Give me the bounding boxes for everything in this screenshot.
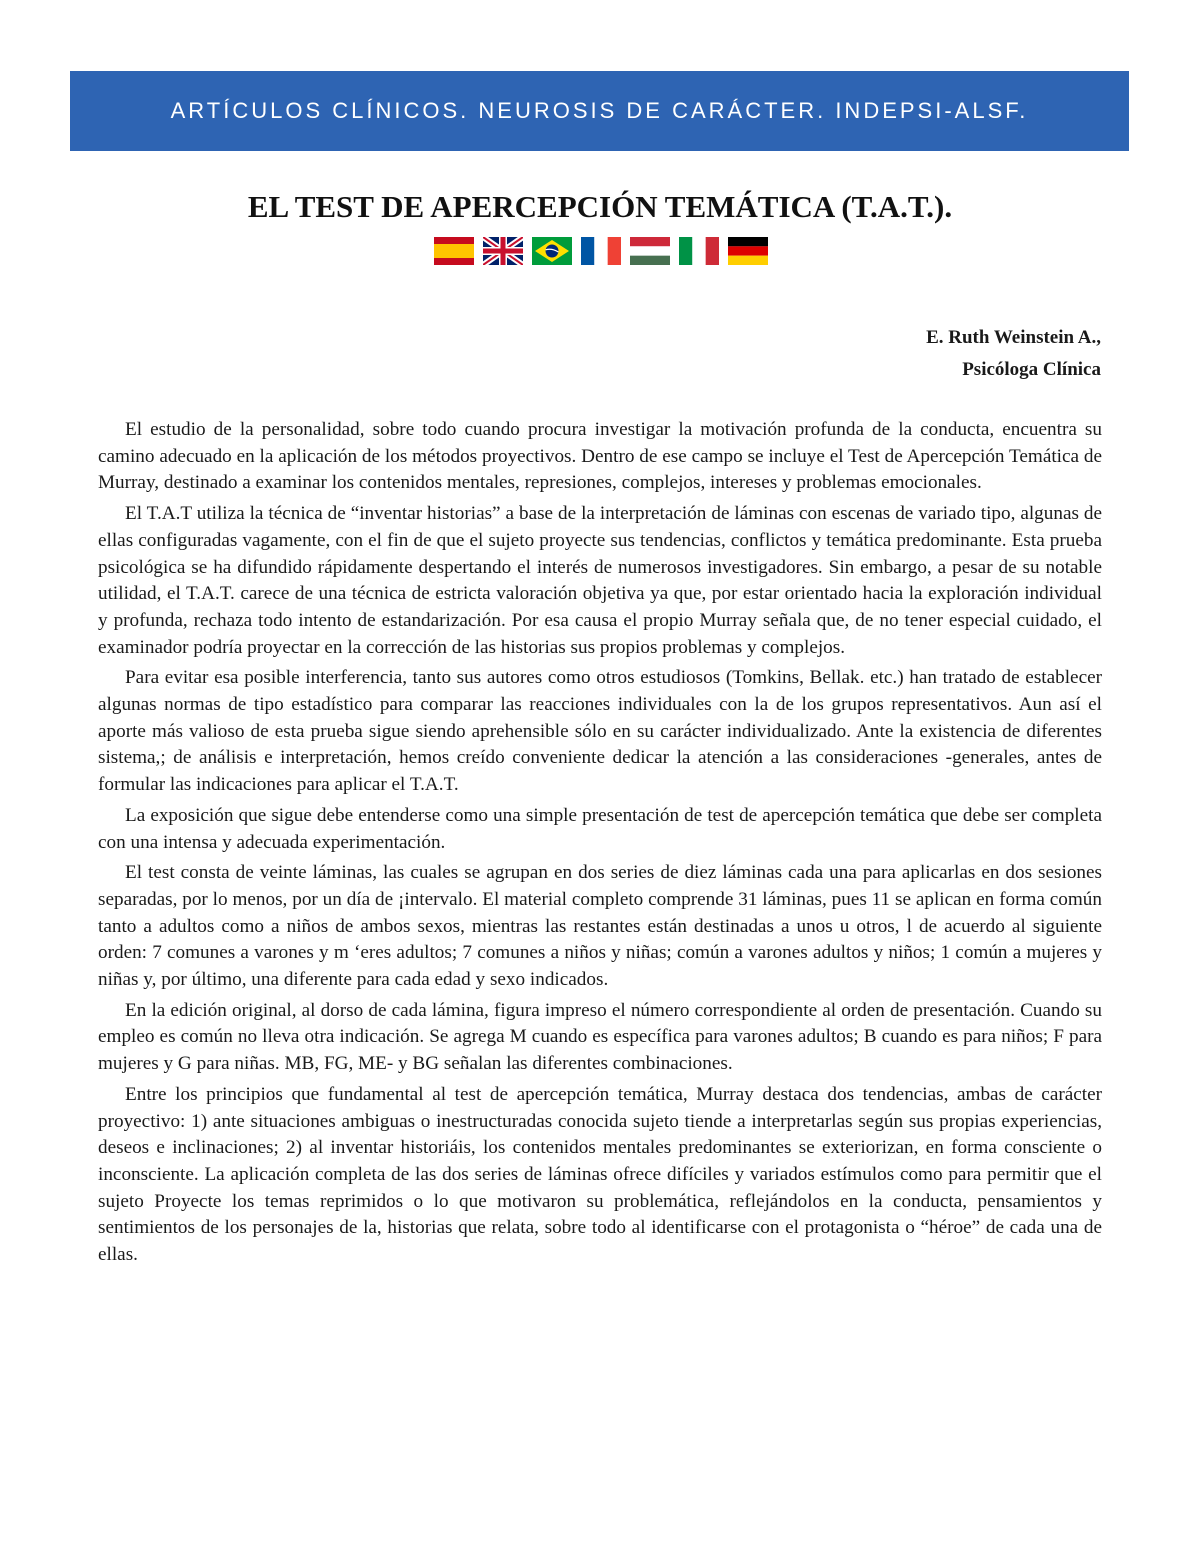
paragraph: En la edición original, al dorso de cada lámina, figura impreso el número correspondiente al orden de presentación. Cuando su empleo es común no lleva otra indicación. Se agrega M cuando es específica para varones adultos; B cuando es para niños; F para mujeres y G para niñas. MB, FG, ME- y BG señalan las diferentes combinaciones. xyxy=(98,999,1102,1075)
spain-flag-icon[interactable] xyxy=(434,237,474,265)
france-flag-icon[interactable] xyxy=(581,237,621,265)
author-role: Psicóloga Clínica xyxy=(962,359,1101,380)
page-title: EL TEST DE APERCEPCIÓN TEMÁTICA (T.A.T.). xyxy=(247,189,953,224)
paragraph: La exposición que sigue debe entenderse como una simple presentación de test de apercepción temática que debe ser completa con una intensa y adecuada experimentación. xyxy=(98,804,1102,853)
article-body xyxy=(98,417,1102,1273)
author-block xyxy=(926,322,1101,386)
paragraph: El test consta de veinte láminas, las cuales se agrupan en dos series de diez láminas cada una para aplicarlas en dos sesiones separadas, por lo menos, por un día de ¡intervalo. El material completo comprende 31 láminas, pues 11 se aplican en forma común tanto a adultos como a niños de ambos sexos, mientras las restantes están destinadas a unos u otros, l de acuerdo al siguiente orden: 7 comunes a varones y m ‘eres adultos; 7 comunes a niños y niñas; común a varones adultos y niños; 1 común a mujeres y niñas y, por último, una diferente para cada edad y sexo indicados. xyxy=(98,862,1102,991)
header-banner xyxy=(70,71,1129,151)
brazil-flag-icon[interactable] xyxy=(532,237,572,265)
paragraph: Para evitar esa posible interferencia, tanto sus autores como otros estudiosos (Tomkins, Bellak. etc.) han tratado de establecer algunas normas de tipo estadístico para comparar las reacciones individuales con la de los grupos representativos. Aun así el aporte más valioso de esta prueba sigue siendo aprehensible sólo en su carácter individualizado. Ante la existencia de diferentes sistema,; de análisis e interpretación, hemos creído conveniente dedicar la atención a las consideraciones -generales, antes de formular las indicaciones para aplicar el T.A.T. xyxy=(98,667,1102,796)
uk-flag-icon[interactable] xyxy=(483,237,523,265)
hungary-flag-icon[interactable] xyxy=(630,237,670,265)
germany-flag-icon[interactable] xyxy=(728,237,768,265)
paragraph: El estudio de la personalidad, sobre todo cuando procura investigar la motivación profunda de la conducta, encuentra su camino adecuado en la aplicación de los métodos proyectivos. Dentro de ese campo se incluye el Test de Apercepción Temática de Murray, destinado a examinar los contenidos mentales, represiones, complejos, intereses y problemas emocionales. xyxy=(98,419,1102,494)
paragraph: El T.A.T utiliza la técnica de “inventar historias” a base de la interpretación de láminas con escenas de variado tipo, algunas de ellas configuradas vagamente, con el fin de que el sujeto proyecte sus tendencias, conflictos y temática predominante. Esta prueba psicológica se ha difundido rápidamente despertando el interés de numerosos investigadores. Sin embargo, a pesar de su notable utilidad, el T.A.T. carece de una técnica de estricta valoración objetiva ya que, por estar orientado hacia la exploración individual y profunda, rechaza todo intento de estandarización. Por esa causa el propio Murray señala que, de no tener especial cuidado, el examinador podría proyectar en la corrección de las historias sus propios problemas y complejos. xyxy=(98,503,1102,658)
header-banner-text: ARTÍCULOS CLÍNICOS. NEUROSIS DE CARÁCTER. INDEPSI-ALSF. xyxy=(170,98,1029,123)
author-name: E. Ruth Weinstein A., xyxy=(926,327,1101,348)
language-flags xyxy=(434,237,768,265)
italy-flag-icon[interactable] xyxy=(679,237,719,265)
paragraph: Entre los principios que fundamental al test de apercepción temática, Murray destaca dos tendencias, ambas de carácter proyectivo: 1) ante situaciones ambiguas o inestructuradas conocida sujeto tiende a interpretarlas según sus propias experiencias, deseos e inclinaciones; 2) al inventar historiáis, los contenidos mentales predominantes se exteriorizan, en forma consciente o inconsciente. La aplicación completa de las dos series de láminas ofrece difíciles y variados estímulos como para permitir que el sujeto Proyecte los temas reprimidos o lo que motivaron su problemática, reflejándolos en la conducta, pensamientos y sentimientos de los personajes de la, historias que relata, sobre todo al identificarse con el protagonista o “héroe” de cada una de ellas. xyxy=(98,1083,1102,1266)
